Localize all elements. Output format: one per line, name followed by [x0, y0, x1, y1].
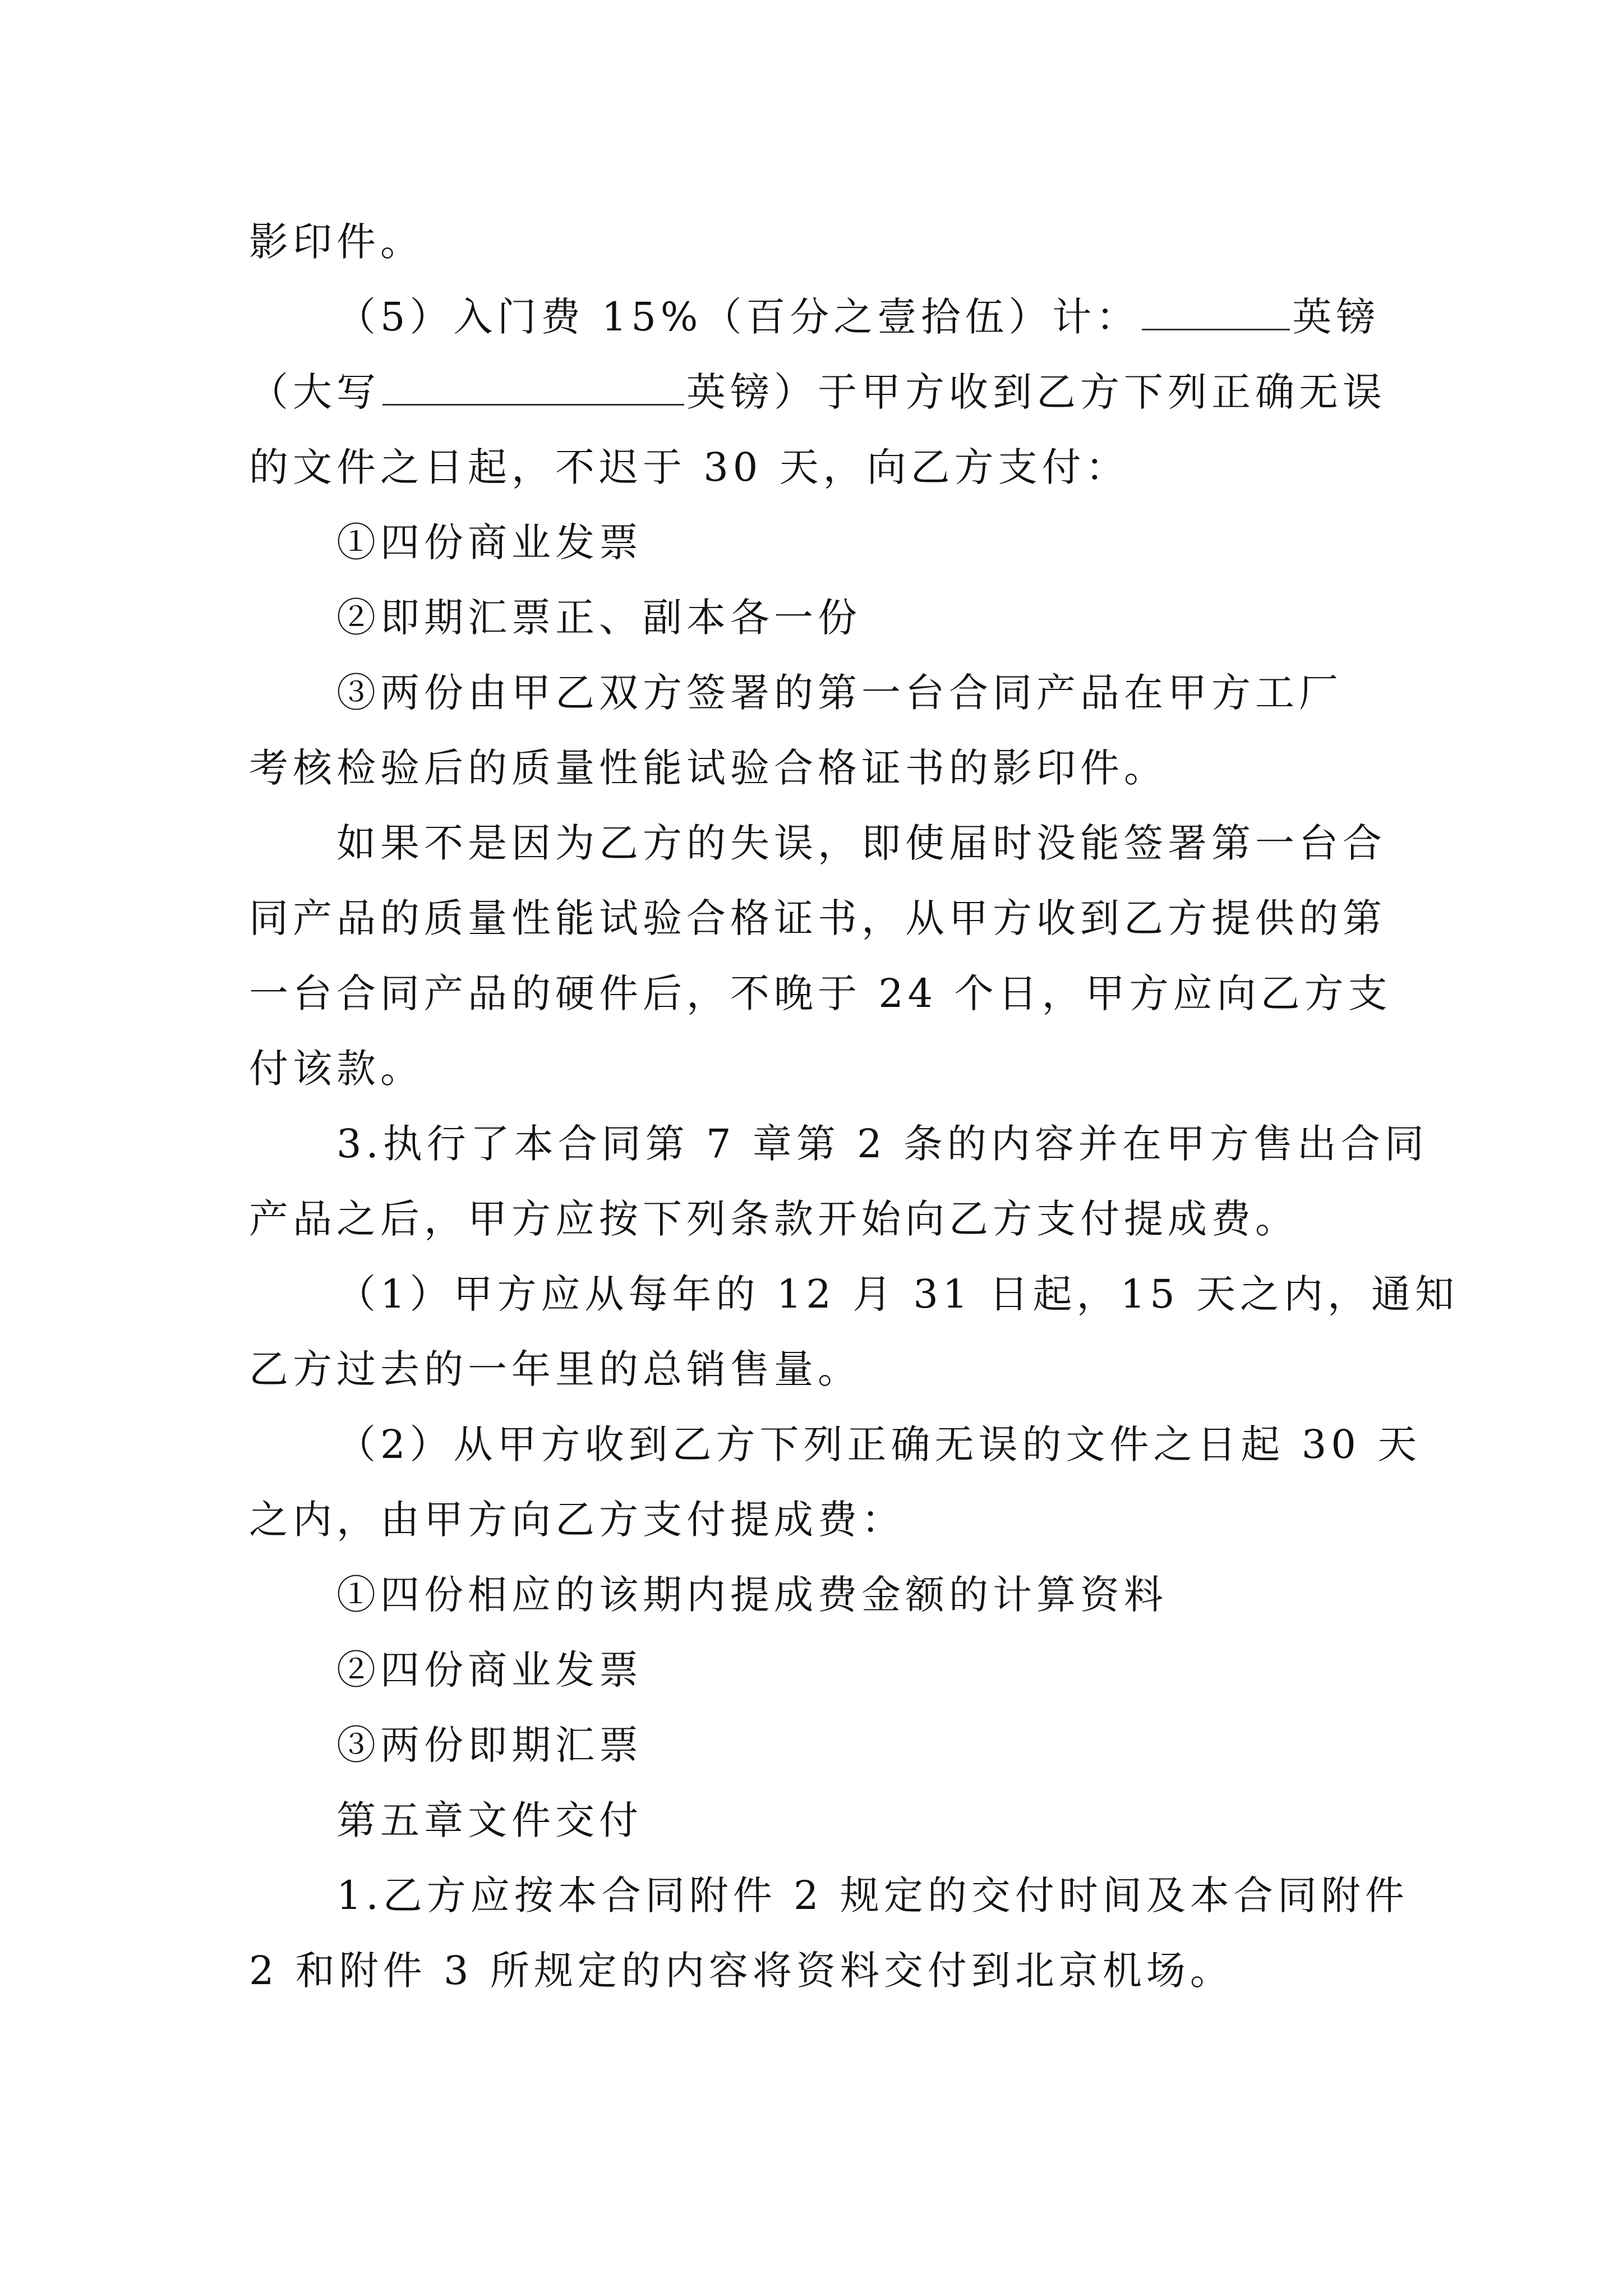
- line-text: ②四份商业发票: [336, 1647, 643, 1693]
- text-line: [336, 286, 1391, 348]
- line-text: 英镑: [1292, 294, 1380, 340]
- line-text: （2）从甲方收到乙方下列正确无误的文件之日起 30 天: [336, 1421, 1422, 1467]
- fill-in-blank: [1142, 294, 1290, 330]
- text-line: [336, 512, 1391, 573]
- line-text: 2 和附件 3 所规定的内容将资料交付到北京机场。: [249, 1948, 1234, 1994]
- text-line: [336, 812, 1391, 874]
- text-line: [336, 587, 1391, 648]
- line-text: ①四份商业发票: [336, 519, 643, 565]
- text-line: [249, 1338, 1387, 1400]
- line-text: 考核检验后的质量性能试验合格证书的影印件。: [249, 745, 1168, 791]
- text-line: [336, 1263, 1459, 1325]
- line-text: 英镑）于甲方收到乙方下列正确无误: [686, 369, 1386, 415]
- section-heading: [336, 1789, 1391, 1851]
- text-line: [249, 1940, 1387, 2001]
- line-text: 产品之后，甲方应按下列条款开始向乙方支付提成费。: [249, 1196, 1299, 1242]
- line-text: 3.执行了本合同第 7 章第 2 条的内容并在甲方售出合同: [336, 1121, 1428, 1167]
- line-text: 一台合同产品的硬件后，不晚于 24 个日，甲方应向乙方支: [249, 970, 1392, 1016]
- line-text: （5）入门费 15%（百分之壹拾伍）计：: [336, 294, 1140, 340]
- text-line: [336, 1113, 1428, 1175]
- line-text: ③两份由甲乙双方签署的第一台合同产品在甲方工厂: [336, 670, 1343, 716]
- line-text: 如果不是因为乙方的失误，即使届时没能签署第一台合: [336, 820, 1386, 866]
- text-line: [336, 1564, 1391, 1626]
- line-text: 1.乙方应按本合同附件 2 规定的交付时间及本合同附件: [336, 1872, 1409, 1918]
- line-text: ②即期汇票正、副本各一份: [336, 595, 861, 641]
- line-text: 影印件。: [249, 219, 424, 265]
- line-text: 同产品的质量性能试验合格证书，从甲方收到乙方提供的第: [249, 895, 1386, 941]
- line-text: ①四份相应的该期内提成费金额的计算资料: [336, 1572, 1168, 1618]
- text-line: [249, 963, 1392, 1024]
- line-text: 付该款。: [249, 1046, 424, 1092]
- text-line: [336, 1639, 1391, 1701]
- text-line: [249, 1038, 1387, 1099]
- fill-in-blank: [382, 369, 684, 406]
- text-line: [336, 1865, 1409, 1926]
- text-line: [336, 1414, 1422, 1475]
- line-text: 之内，由甲方向乙方支付提成费：: [249, 1497, 905, 1543]
- line-text: 的文件之日起，不迟于 30 天，向乙方支付：: [249, 444, 1129, 490]
- text-line: [249, 436, 1387, 498]
- text-line: [336, 662, 1391, 724]
- text-line: [249, 737, 1387, 799]
- text-line: [249, 211, 1387, 273]
- text-line: [336, 1714, 1391, 1776]
- line-text: 乙方过去的一年里的总销售量。: [249, 1346, 861, 1392]
- line-text: （1）甲方应从每年的 12 月 31 日起，15 天之内，通知: [336, 1271, 1459, 1317]
- text-line: [249, 1188, 1387, 1250]
- text-line: [249, 887, 1387, 949]
- line-text: 第五章文件交付: [336, 1797, 643, 1843]
- line-text: ③两份即期汇票: [336, 1722, 643, 1768]
- line-text: （大写: [249, 369, 380, 415]
- text-line: [249, 1489, 1387, 1550]
- text-line: [249, 361, 1387, 423]
